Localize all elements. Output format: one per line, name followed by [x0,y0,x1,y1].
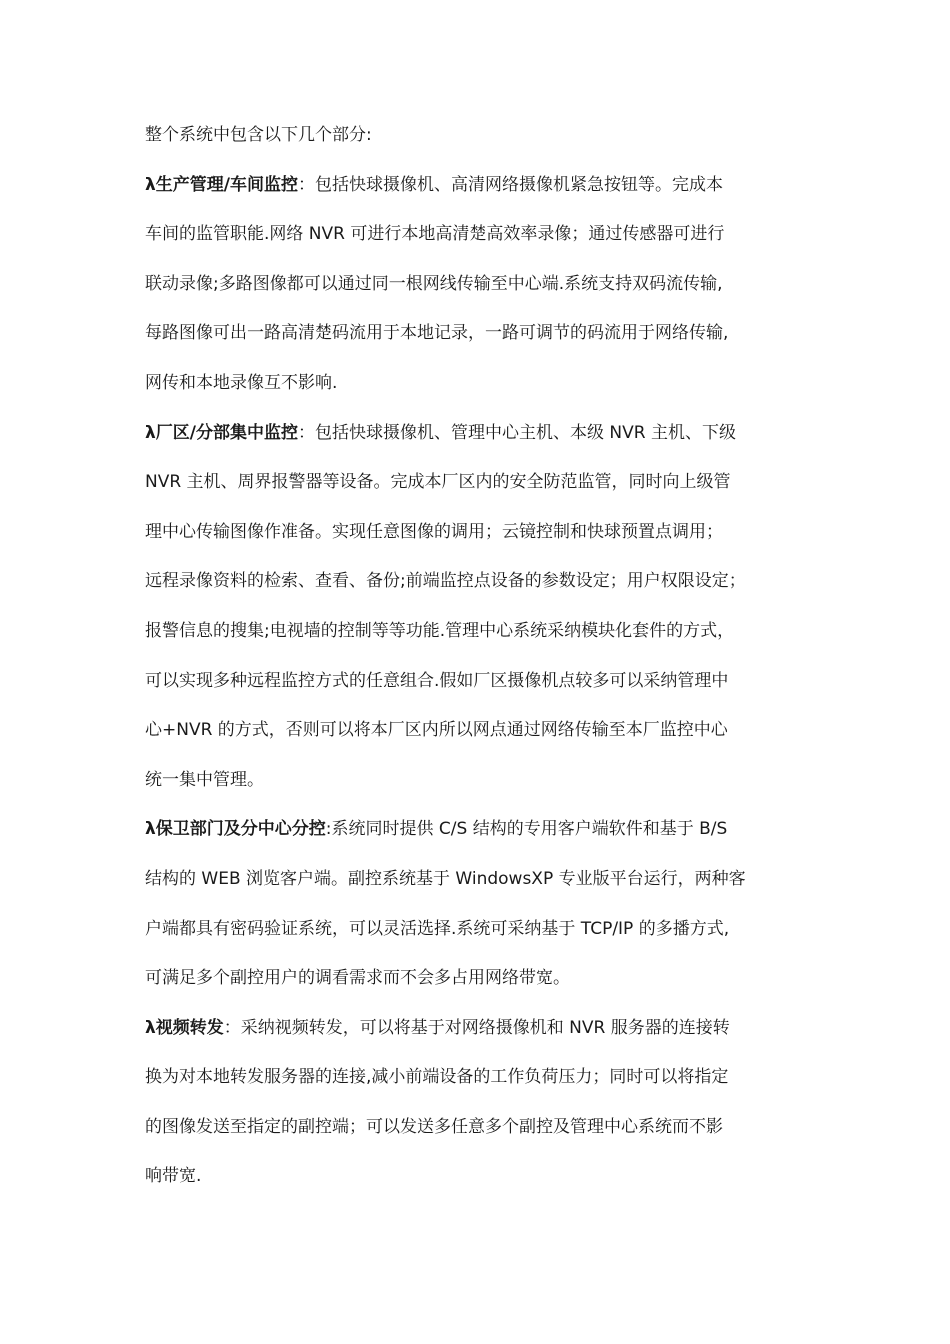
section-heading: 厂区/分部集中监控 [155,422,298,443]
document-body [145,111,810,1202]
section-heading: 生产管理/车间监控 [155,174,298,195]
section-first-line [145,409,810,459]
section-line: 远程录像资料的检索、查看、备份;前端监控点设备的参数设定；用户权限设定； [145,571,746,592]
bullet-marker: λ [145,174,156,195]
section-line: 心+NVR 的方式，否则可以将本厂区内所以网点通过网络传输至本厂监控中心 [145,720,728,741]
section-video-forwarding [145,1004,810,1202]
section-line: 网传和本地录像互不影响. [145,372,338,393]
section-line: 户端都具有密码验证系统，可以灵活选择.系统可采纳基于 TCP/IP 的多播方式, [145,918,730,939]
section-text: ：包括快球摄像机、管理中心主机、本级 NVR 主机、下级 [297,422,736,443]
section-line: NVR 主机、周界报警器等设备。完成本厂区内的安全防范监管，同时向上级管 [145,472,731,493]
bullet-marker: λ [145,819,156,840]
section-line: 的图像发送至指定的副控端；可以发送多任意多个副控及管理中心系统而不影 [145,1116,723,1137]
intro-line: 整个系统中包含以下几个部分: [145,125,372,145]
section-text: ：包括快球摄像机、高清网络摄像机紧急按钮等。完成本 [297,174,723,195]
section-line: 车间的监管职能.网络 NVR 可进行本地高清楚高效率录像；通过传感器可进行 [145,224,725,245]
section-line: 统一集中管理。 [145,769,264,790]
section-first-line [145,1004,810,1054]
section-security [145,805,810,1003]
bullet-marker: λ [145,422,156,443]
section-heading: 保卫部门及分中心分控 [155,819,326,840]
section-line: 结构的 WEB 浏览客户端。副控系统基于 WindowsXP 专业版平台运行，两种客 [145,868,746,889]
section-line: 联动录像;多路图像都可以通过同一根网线传输至中心端.系统支持双码流传输, [145,273,723,294]
section-first-line [145,161,810,211]
section-line: 响带宽. [145,1166,202,1187]
section-line: 每路图像可出一路高清楚码流用于本地记录，一路可调节的码流用于网络传输, [145,323,729,344]
section-text: ：采纳视频转发，可以将基于对网络摄像机和 NVR 服务器的连接转 [223,1017,730,1038]
section-line: 可以实现多种远程监控方式的任意组合.假如厂区摄像机点较多可以采纳管理中 [145,670,729,691]
section-line: 理中心传输图像作准备。实现任意图像的调用；云镜控制和快球预置点调用； [145,521,723,542]
section-plant [145,409,810,806]
bullet-marker: λ [145,1017,156,1038]
section-line: 可满足多个副控用户的调看需求而不会多占用网络带宽。 [145,968,570,989]
section-heading: 视频转发 [155,1017,224,1038]
section-first-line [145,805,810,855]
section-line: 换为对本地转发服务器的连接,减小前端设备的工作负荷压力；同时可以将指定 [145,1067,729,1088]
section-production [145,161,810,409]
section-line: 报警信息的搜集;电视墙的控制等等功能.管理中心系统采纳模块化套件的方式， [145,620,735,641]
section-text: :系统同时提供 C/S 结构的专用客户端软件和基于 B/S [325,819,728,840]
